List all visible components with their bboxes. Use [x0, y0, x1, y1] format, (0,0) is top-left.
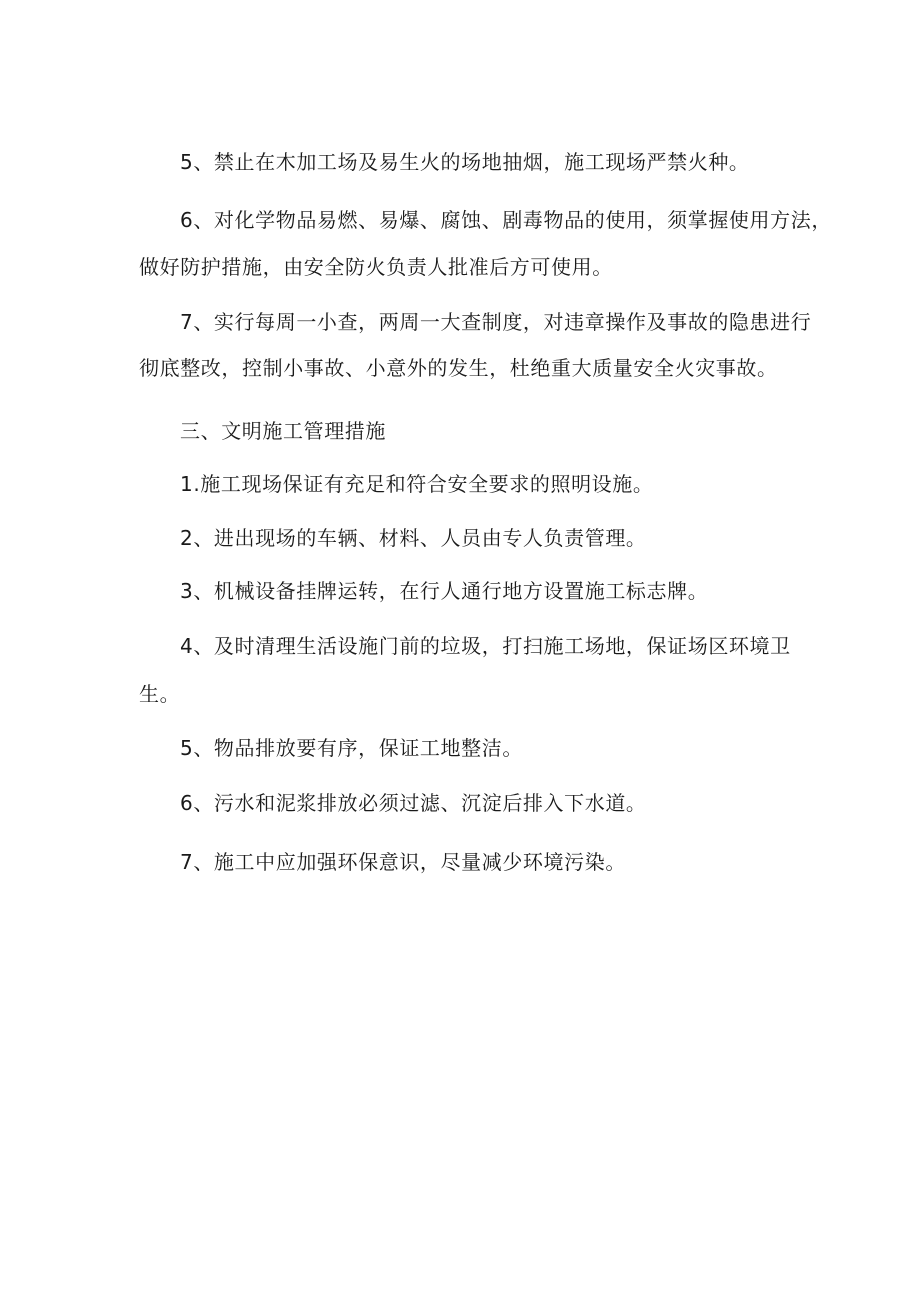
paragraph-chemicals-line-1: 6、对化学物品易燃、易爆、腐蚀、剧毒物品的使用，须掌握使用方法，	[180, 208, 832, 232]
paragraph-environment: 7、施工中应加强环保意识，尽量减少环境污染。	[180, 850, 626, 874]
paragraph-site-cleaning-line-2: 生。	[139, 682, 181, 706]
paragraph-inspection-line-2: 彻底整改，控制小事故、小意外的发生，杜绝重大质量安全火灾事故。	[139, 356, 778, 380]
paragraph-fire-ban: 5、禁止在木加工场及易生火的场地抽烟，施工现场严禁火种。	[180, 150, 750, 174]
paragraph-orderly-storage: 5、物品排放要有序，保证工地整洁。	[180, 736, 523, 760]
section-heading-civilized-construction: 三、文明施工管理措施	[180, 419, 386, 443]
paragraph-vehicle-management: 2、进出现场的车辆、材料、人员由专人负责管理。	[180, 526, 647, 550]
paragraph-sewage: 6、污水和泥浆排放必须过滤、沉淀后排入下水道。	[180, 791, 647, 815]
paragraph-chemicals-line-2: 做好防护措施，由安全防火负责人批准后方可使用。	[139, 255, 613, 279]
paragraph-site-cleaning-line-1: 4、及时清理生活设施门前的垃圾，打扫施工场地，保证场区环境卫	[180, 634, 791, 658]
paragraph-lighting: 1.施工现场保证有充足和符合安全要求的照明设施。	[180, 472, 654, 496]
paragraph-machinery-signs: 3、机械设备挂牌运转，在行人通行地方设置施工标志牌。	[180, 579, 709, 603]
paragraph-inspection-line-1: 7、实行每周一小查，两周一大查制度，对违章操作及事故的隐患进行	[180, 310, 812, 334]
